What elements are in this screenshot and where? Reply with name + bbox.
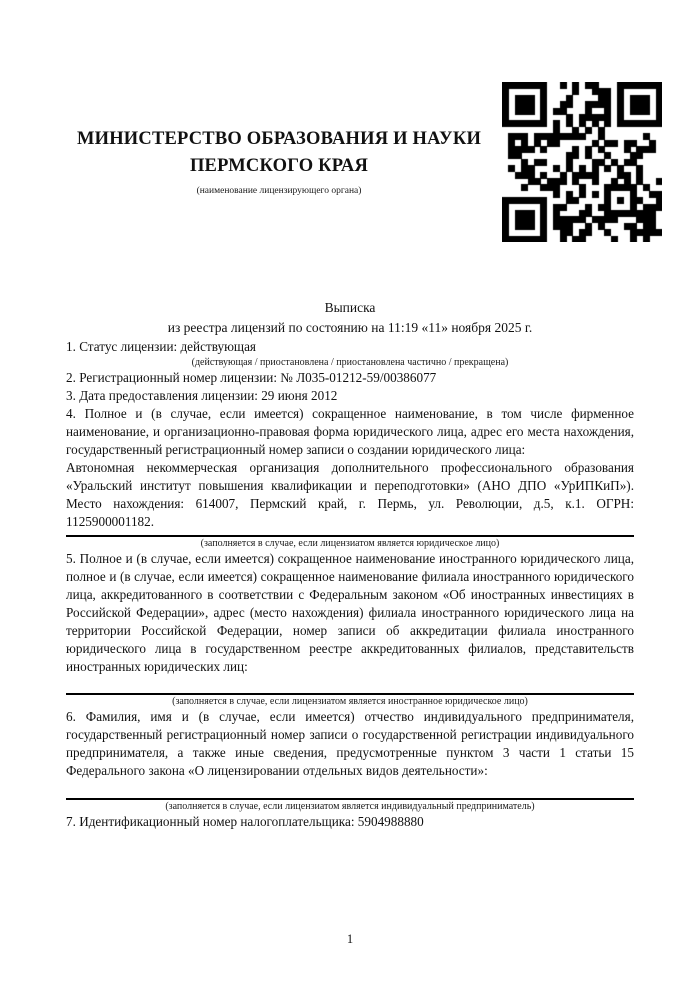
item-4-legal-entity-intro: 4. Полное и (в случае, если имеется) сокращенное наименование, в том числе фирменное наименование, и организационно-правовая форма юридического лица, адрес его места нахождения, государственный регистрационный номер записи о создании юридического лица: xyxy=(66,406,634,457)
licensing-authority-block xyxy=(66,82,502,197)
item-2-registration-number: 2. Регистрационный номер лицензии: № Л035-01212-59/00386077 xyxy=(66,370,437,385)
item-1-license-status: 1. Статус лицензии: действующая xyxy=(66,339,257,354)
document-body xyxy=(0,338,700,831)
item-6-caption: (заполняется в случае, если лицензиатом является индивидуальный предприниматель) xyxy=(165,801,535,812)
licensing-authority-name xyxy=(66,126,492,180)
item-5-foreign-entity-intro: 5. Полное и (в случае, если имеется) сокращенное наименование иностранного юридического лица, полное и (в случае, если имеется) сокращенное наименование филиала иностранного юридического лица, аккредитованного в соответствии с Федеральным законом «Об иностранных инвестициях в Российской Федерации», адрес (место нахождения) филиала иностранного юридического лица на территории Российской Федерации, номер записи об аккредитации филиала иностранного юридического лица в государственном реестре аккредитованных филиалов, представительств иностранных юридических лиц: xyxy=(66,551,634,674)
ministry-name-line2: ПЕРМСКОГО КРАЯ xyxy=(189,156,369,176)
item-5-caption: (заполняется в случае, если лицензиатом является иностранное юридическое лицо) xyxy=(172,696,528,707)
qr-code-icon xyxy=(502,82,662,242)
document-title-line1: Выписка xyxy=(324,300,376,315)
page-number: 1 xyxy=(346,932,354,946)
item-6-individual-entrepreneur-intro: 6. Фамилия, имя и (в случае, если имеется) отчество индивидуального предпринимателя, государственный регистрационный номер записи о государственной регистрации индивидуального предпринимателя, а также иные сведения, предусмотренные пунктом 3 части 1 статьи 15 Федерального закона «О лицензировании отдельных видов деятельности»: xyxy=(66,709,634,778)
item-4-caption: (заполняется в случае, если лицензиатом является юридическое лицо) xyxy=(200,538,500,549)
item-3-license-date: 3. Дата предоставления лицензии: 29 июня 2012 xyxy=(66,388,338,403)
licensing-authority-caption: (наименование лицензирующего органа) xyxy=(196,186,362,196)
document-title-line2: из реестра лицензий по состоянию на 11:19 «11» ноября 2025 г. xyxy=(167,320,533,335)
item-1-caption: (действующая / приостановлена / приостановлена частично / прекращена) xyxy=(191,357,509,368)
qr-code-image xyxy=(502,82,662,242)
item-7-taxpayer-id: 7. Идентификационный номер налогоплательщика: 5904988880 xyxy=(66,814,424,829)
ministry-name-line1: МИНИСТЕРСТВО ОБРАЗОВАНИЯ И НАУКИ xyxy=(76,129,482,149)
document-header xyxy=(0,0,700,242)
item-4-legal-entity-value: Автономная некоммерческая организация дополнительного профессионального образования «Уральский институт повышения квалификации и переподготовки» (АНО ДПО «УрИПКиП»). Место нахождения: 614007, Пермский край, г. Пермь, ул. Революции, д.5, к.1. ОГРН: 1125900001182. xyxy=(66,460,634,529)
document-title xyxy=(0,298,700,338)
